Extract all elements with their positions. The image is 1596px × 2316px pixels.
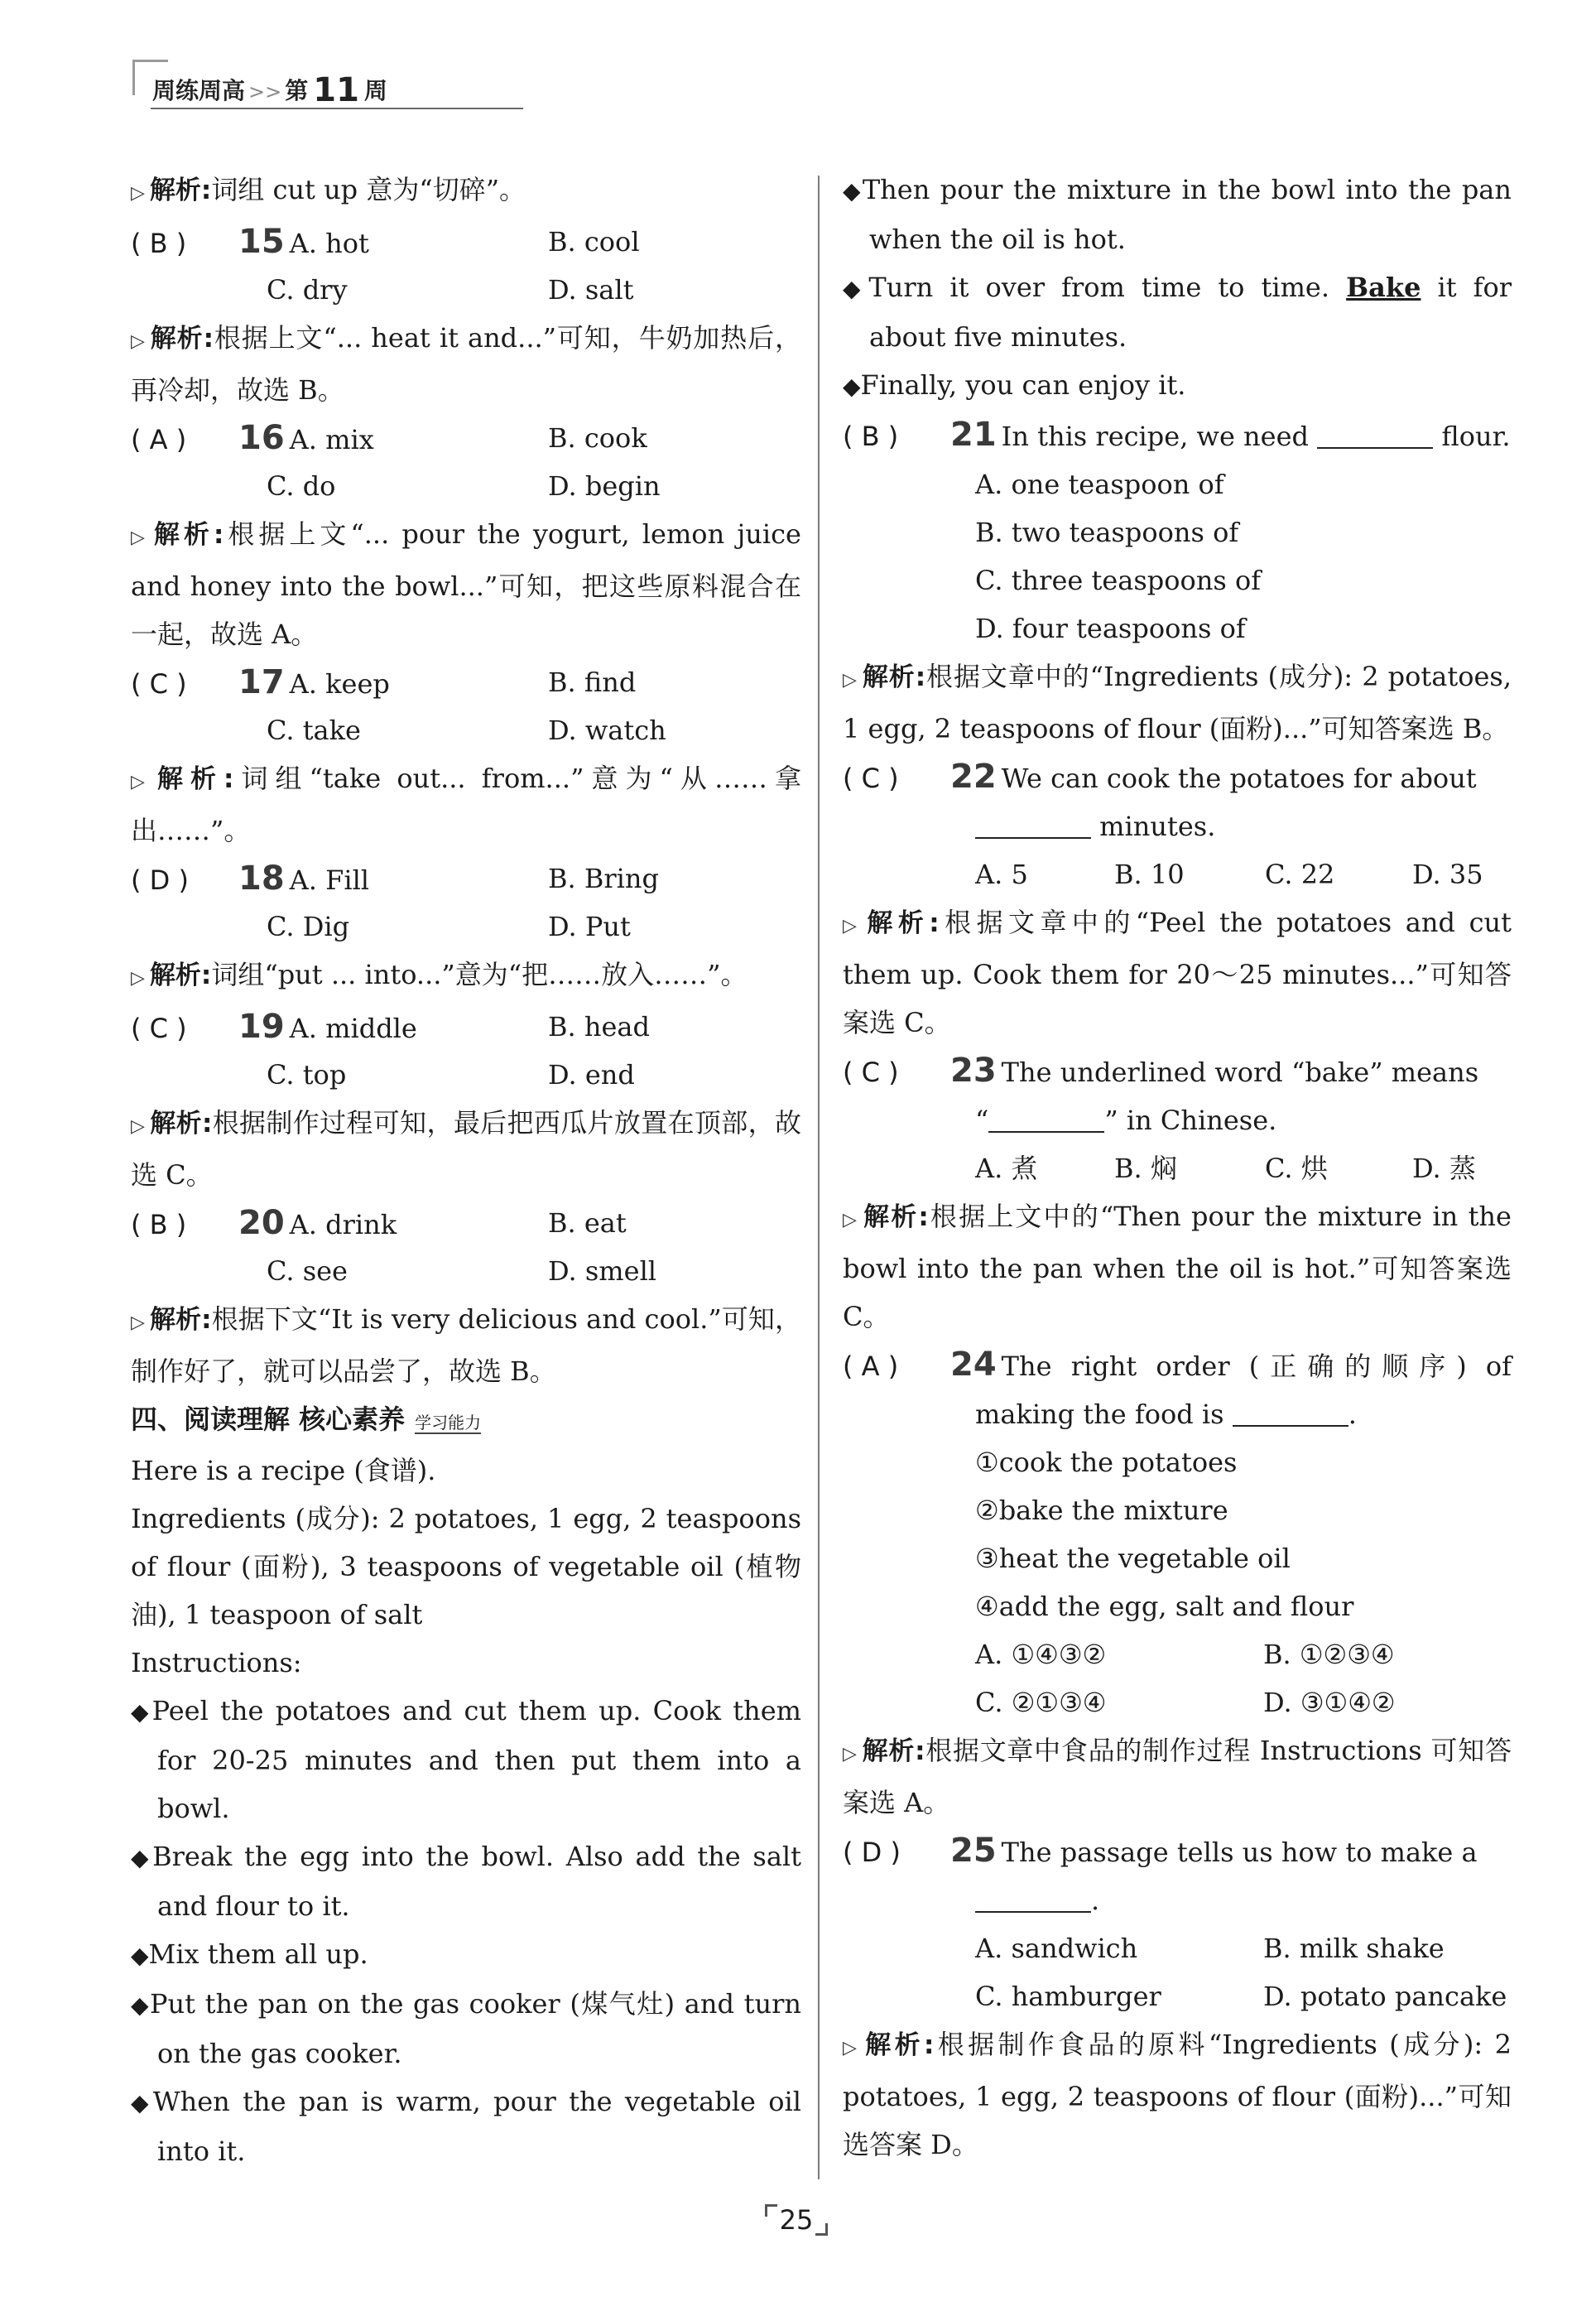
diamond-icon: ◆ [131, 2089, 153, 2116]
explanation-22: ▷解析:根据文章中的“Peel the potatoes and cut them up. Cook them for 20～25 minutes...”可知答案选 C。 [843, 898, 1512, 1047]
triangle-icon [843, 1731, 857, 1779]
explanation-25: ▷解析:根据制作食品的原料“Ingredients (成分): 2 potatoes, 1 egg, 2 teaspoons of flour (面粉)...”可知选答案 D。 [843, 2020, 1512, 2169]
option-d: D. ③①④② [1263, 1687, 1396, 1718]
question-number: 15 [238, 223, 285, 261]
explanation-14: ▷解析:词组 cut up 意为“切碎”。 [131, 166, 801, 218]
option-a: A. keep [289, 668, 390, 700]
instruction-step: ◆Turn it over from time to time. Bake it for about five minutes. [843, 272, 1512, 353]
answer-paren: ( A ) [131, 424, 187, 455]
triangle-icon [131, 170, 145, 218]
answer-paren: ( D ) [131, 864, 189, 896]
option-c: C. hamburger [975, 1981, 1161, 2012]
order-step: ②bake the mixture [975, 1495, 1228, 1526]
question-19 [131, 1003, 801, 1099]
question-21: ( B ) 21 In this recipe, we need flour. A. one teaspoon of B. two teaspoons of C. three teaspoons of D. four teaspoons of [843, 411, 1512, 652]
answer-paren: ( B ) [131, 1209, 187, 1240]
explanation-23: ▷解析:根据上文中的“Then pour the mixture in the bowl into the pan when the oil is hot.”可知答案选 C。 [843, 1192, 1512, 1341]
answer-blank [1233, 1399, 1348, 1427]
explanation-20: ▷解析:根据下文“It is very delicious and cool.”可知，制作好了，就可以品尝了，故选 B。 [131, 1295, 801, 1395]
option-a: A. one teaspoon of [975, 469, 1224, 500]
answer-blank [1317, 421, 1433, 449]
option-a: A. mix [289, 424, 374, 455]
question-stem: We can cook the potatoes for about [1001, 763, 1477, 794]
option-d: D. watch [548, 715, 666, 746]
triangle-icon [843, 903, 857, 951]
question-stem: The underlined word “bake” means [1001, 1057, 1479, 1088]
explanation-19: ▷解析:根据制作过程可知，最后把西瓜片放置在顶部，故选 C。 [131, 1099, 801, 1199]
left-column [131, 166, 801, 2175]
option-b: B. head [548, 1011, 650, 1042]
question-number: 19 [238, 1008, 285, 1046]
question-stem: In this recipe, we need [1001, 421, 1310, 452]
triangle-icon [843, 2025, 857, 2073]
instruction-step: ◆Put the pan on the gas cooker (煤气灶) and turn on the gas cooker. [131, 1988, 801, 2069]
option-d: D. potato pancake [1263, 1981, 1507, 2012]
diamond-icon: ◆ [131, 1844, 153, 1871]
option-b: B. 焖 [1114, 1153, 1177, 1184]
answer-paren: ( B ) [131, 228, 187, 259]
explanation-16: ▷解析:根据上文“... pour the yogurt, lemon juice and honey into the bowl...”可知，把这些原料混合在一起，故选 A。 [131, 510, 801, 658]
option-b: B. 10 [1114, 859, 1185, 890]
order-step: ③heat the vegetable oil [975, 1543, 1291, 1574]
option-c: C. see [267, 1255, 348, 1287]
option-a: A. sandwich [975, 1933, 1138, 1964]
option-b: B. ①②③④ [1263, 1639, 1395, 1670]
header-title: 周练周高 >> 第 11 周 [152, 71, 387, 109]
question-25: ( D ) 25 The passage tells us how to make a . A. sandwich B. milk shake C. hamburger D. potato pancake [843, 1827, 1512, 2020]
option-b: B. eat [548, 1207, 627, 1239]
question-number: 22 [950, 758, 997, 796]
question-number: 16 [238, 419, 285, 457]
option-c: C. Dig [267, 911, 350, 942]
question-number: 25 [950, 1832, 997, 1870]
triangle-icon [131, 1103, 145, 1151]
answer-paren: ( C ) [843, 763, 899, 794]
triangle-icon [131, 955, 145, 1003]
explanation-24: ▷解析:根据文章中食品的制作过程 Instructions 可知答案选 A。 [843, 1726, 1512, 1827]
order-step: ①cook the potatoes [975, 1447, 1238, 1478]
option-c: C. take [267, 715, 361, 746]
question-23: ( C ) 23 The underlined word “bake” means “ ” in Chinese. A. 煮 B. 焖 C. 烘 D. 蒸 [843, 1047, 1512, 1192]
option-b: B. Bring [548, 863, 659, 894]
instruction-step: ◆When the pan is warm, pour the vegetable oil into it. [131, 2086, 801, 2167]
page-number: 25 [755, 2204, 838, 2236]
explanation-18: ▷解析:词组“put ... into...”意为“把……放入……”。 [131, 951, 801, 1003]
instruction-step: ◆Peel the potatoes and cut them up. Cook them for 20-25 minutes and then put them into a bowl. [131, 1695, 801, 1824]
explanation-21: ▷解析:根据文章中的“Ingredients (成分): 2 potatoes, 1 egg, 2 teaspoons of flour (面粉)...”可知答案选 B。 [843, 652, 1512, 753]
explanation-17: ▷解析:词组“take out... from...”意为“从……拿出……”。 [131, 754, 801, 855]
option-c: C. ②①③④ [975, 1687, 1107, 1718]
diamond-icon: ◆ [843, 373, 861, 400]
option-b: B. two teaspoons of [975, 517, 1239, 548]
instruction-step: ◆Break the egg into the bowl. Also add the salt and flour to it. [131, 1841, 801, 1922]
question-number: 17 [238, 663, 285, 701]
question-18 [131, 855, 801, 951]
right-column [843, 166, 1512, 2169]
option-c: C. three teaspoons of [975, 565, 1262, 596]
question-number: 24 [950, 1346, 997, 1384]
instruction-step: ◆Mix them all up. [131, 1938, 368, 1970]
passage-ingredients: Ingredients (成分): 2 potatoes, 1 egg, 2 teaspoons of flour (面粉), 3 teaspoons of vegetable oil (植物油), 1 teaspoon of salt [131, 1503, 801, 1630]
option-d: D. smell [548, 1255, 657, 1287]
instruction-step: ◆Finally, you can enjoy it. [843, 369, 1186, 401]
answer-paren: ( D ) [843, 1837, 901, 1868]
diamond-icon: ◆ [843, 275, 869, 302]
question-number: 23 [950, 1052, 997, 1090]
option-b: B. find [548, 667, 637, 698]
answer-blank [975, 811, 1091, 839]
option-d: D. begin [548, 470, 661, 502]
option-c: C. do [267, 470, 336, 502]
option-a: A. Fill [289, 864, 370, 896]
column-divider [818, 176, 820, 2179]
diamond-icon: ◆ [843, 177, 863, 205]
question-number: 20 [238, 1204, 285, 1242]
question-stem: The passage tells us how to make a [1001, 1837, 1478, 1868]
answer-blank [975, 1885, 1091, 1913]
explanation-15: ▷解析:根据上文“... heat it and...”可知，牛奶加热后，再冷却，故选 B。 [131, 314, 801, 414]
option-d: D. 35 [1412, 859, 1483, 890]
section-heading: 四、阅读理解 核心素养 学习能力 [131, 1404, 482, 1435]
triangle-icon [843, 1197, 857, 1245]
option-a: A. hot [289, 228, 369, 259]
option-d: D. 蒸 [1412, 1153, 1476, 1184]
option-a: A. ①④③② [975, 1639, 1107, 1670]
answer-paren: ( A ) [843, 1351, 899, 1382]
answer-paren: ( C ) [131, 668, 187, 700]
diamond-icon: ◆ [131, 1991, 150, 2019]
question-number: 21 [950, 416, 997, 454]
triangle-icon [131, 318, 145, 366]
option-d: D. four teaspoons of [975, 613, 1246, 644]
question-stem: The right order (正确的顺序) of making the food is [975, 1351, 1512, 1430]
diamond-icon: ◆ [131, 1698, 152, 1726]
question-20 [131, 1199, 801, 1295]
answer-blank [988, 1105, 1104, 1133]
option-a: A. middle [289, 1013, 417, 1044]
triangle-icon [131, 1299, 145, 1347]
option-b: B. cool [548, 226, 640, 258]
triangle-icon [131, 514, 145, 562]
option-d: D. salt [548, 274, 634, 306]
passage-instructions-label: Instructions: [131, 1647, 302, 1678]
instruction-step: ◆Then pour the mixture in the bowl into the pan when the oil is hot. [843, 174, 1512, 255]
triangle-icon [131, 758, 145, 807]
option-b: B. milk shake [1263, 1933, 1445, 1964]
triangle-icon [843, 657, 857, 705]
answer-paren: ( C ) [131, 1013, 187, 1044]
header-underline [151, 108, 523, 109]
question-24: ( A ) 24 The right order (正确的顺序) of making the food is . ①cook the potatoes ②bake the mixture ③heat the vegetable oil ④add the egg, salt and flour A. ①④③② B. ①②③④ C. ②①③④ D. ③①④② [843, 1341, 1512, 1726]
option-a: A. drink [289, 1209, 397, 1240]
question-22: ( C ) 22 We can cook the potatoes for about minutes. A. 5 B. 10 C. 22 D. 35 [843, 753, 1512, 898]
option-c: C. top [267, 1059, 347, 1091]
order-step: ④add the egg, salt and flour [975, 1591, 1354, 1622]
option-d: D. end [548, 1059, 635, 1091]
option-d: D. Put [548, 911, 631, 942]
option-c: C. dry [267, 274, 348, 306]
underlined-word: Bake [1346, 272, 1421, 303]
option-a: A. 煮 [975, 1153, 1038, 1184]
option-b: B. cook [548, 422, 647, 454]
question-15 [131, 218, 801, 314]
question-17 [131, 658, 801, 754]
option-c: C. 22 [1265, 859, 1335, 890]
passage-intro: Here is a recipe (食谱). [131, 1455, 436, 1486]
answer-paren: ( B ) [843, 421, 899, 452]
answer-paren: ( C ) [843, 1057, 899, 1088]
diamond-icon: ◆ [131, 1942, 149, 1969]
option-a: A. 5 [975, 859, 1028, 890]
question-number: 18 [238, 859, 285, 898]
option-c: C. 烘 [1265, 1153, 1328, 1184]
question-16 [131, 414, 801, 510]
